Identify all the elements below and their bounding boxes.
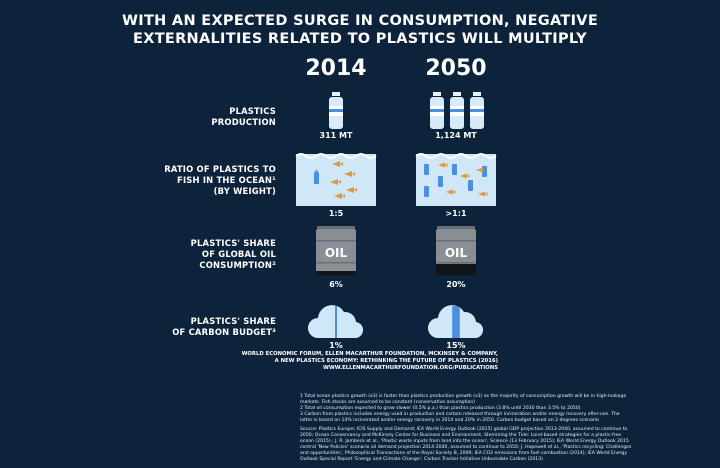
plastic-bottle-icon <box>326 92 346 130</box>
year-2050-heading: 2050 <box>425 56 487 81</box>
footnote-line: markets. Fish stocks are assumed to be constant (conservative assumption) <box>300 400 476 405</box>
label-line: FISH IN THE OCEAN¹ <box>177 175 276 185</box>
label-line: (BY WEIGHT) <box>213 186 276 196</box>
oil-barrel-2050-icon <box>436 226 476 276</box>
headline <box>0 12 720 48</box>
value-carbon-2050: 15% <box>446 341 466 350</box>
cloud-2050-icon <box>428 306 484 338</box>
oil-barrel-label: OIL <box>324 246 348 260</box>
year-2014-heading: 2014 <box>305 56 367 81</box>
source-line: A NEW PLASTICS ECONOMY: RETHINKING THE FUTURE OF PLASTICS (2016) <box>274 358 498 364</box>
source-line: and opportunities', Philosophical Transactions of the Royal Society B, 2009; IEA CO2 emissions from fuel combustion (2014); IEA World Energy <box>300 451 628 456</box>
label-plastics-production <box>211 106 276 128</box>
headline-line-2: EXTERNALITIES RELATED TO PLASTICS WILL MULTIPLY <box>133 31 587 47</box>
label-line: PLASTICS' SHARE <box>190 238 276 248</box>
value-production-2050: 1,124 MT <box>435 131 477 140</box>
source-line: Outlook Special Report 'Energy and Climate Change'; Carbon Tracker Initiative Unburnable Carbon (2013) <box>300 457 543 462</box>
ocean-tank-2014-icon <box>296 150 376 206</box>
value-production-2014: 311 MT <box>319 131 353 140</box>
label-line: CONSUMPTION² <box>199 260 276 270</box>
headline-line-1: WITH AN EXPECTED SURGE IN CONSUMPTION, NEGATIVE <box>121 13 599 29</box>
source-credit <box>242 351 498 372</box>
oil-barrel-label: OIL <box>444 246 468 260</box>
source-line: 2050; Ocean Conservancy and McKinsey Center for Business and Environment, Stemming the Tide: Land-based strategies for a plastic-free <box>300 433 622 438</box>
label-line: RATIO OF PLASTICS TO <box>164 164 276 174</box>
ocean-tank-2050-icon <box>416 150 496 206</box>
value-carbon-2014: 1% <box>329 341 343 350</box>
plastic-bottles-icon <box>427 92 487 130</box>
label-line: OF GLOBAL OIL <box>201 249 276 259</box>
footnote-line: 3 Carbon from plastics includes energy used in production and carbon released through incineration and/or energy recovery after-use. The <box>300 412 620 417</box>
footnote-line: 2 Total oil consumption expected to grow slower (0.5% p.a.) than plastics production (3.8% until 2030 than 3.5% to 2050) <box>300 406 581 411</box>
source-line: Source: Plastics Europe; ICIS Supply and Demand; IEA World Energy Outlook (2015) global GDP projection 2013-2040, assumed to continue to <box>300 427 628 432</box>
footnote-line: 1 Total ocean plastics growth (x3) is faster than plastics production growth (x3) as the majority of consumption growth will be in high-leakage <box>300 394 627 399</box>
footnote-line: latter is based on 14% incinerated and/or energy recovery in 2014 and 20% in 2050. Carbon budget based on 2 degrees scenario <box>300 418 599 423</box>
value-ratio-2014: 1:5 <box>328 209 344 218</box>
value-oil-2014: 6% <box>329 280 343 289</box>
source-url[interactable]: WWW.ELLENMACARTHURFOUNDATION.ORG/PUBLICATIONS <box>323 365 498 371</box>
cloud-2014-icon <box>308 306 364 338</box>
value-ratio-2050: >1:1 <box>445 209 467 218</box>
label-line: OF CARBON BUDGET³ <box>172 327 276 337</box>
source-line: ocean (2015).; J. R. Jambeck et al., 'Plastic waste inputs from land into the ocean', Science (13 February 2015); IEA World Energy Outlook 2015 <box>300 439 629 444</box>
value-oil-2050: 20% <box>446 280 466 289</box>
label-oil-share <box>191 238 276 271</box>
label-line: PLASTICS <box>229 106 276 116</box>
label-line: PLASTICS' SHARE <box>190 316 276 326</box>
oil-barrel-2014-icon <box>316 226 356 276</box>
sources-list <box>300 427 700 463</box>
source-line: WORLD ECONOMIC FORUM, ELLEN MACARTHUR FOUNDATION, MCKINSEY & COMPANY, <box>241 351 498 357</box>
label-line: PRODUCTION <box>211 117 276 127</box>
source-line: central 'New Policies' scenario oil demand projection 2014-2040, assumed to continue to 2050; J. Hopewell et al., 'Plastics recycling: Challenges <box>300 445 632 450</box>
label-carbon-budget <box>172 316 276 338</box>
label-plastics-to-fish <box>164 164 276 197</box>
footnotes <box>300 394 700 424</box>
